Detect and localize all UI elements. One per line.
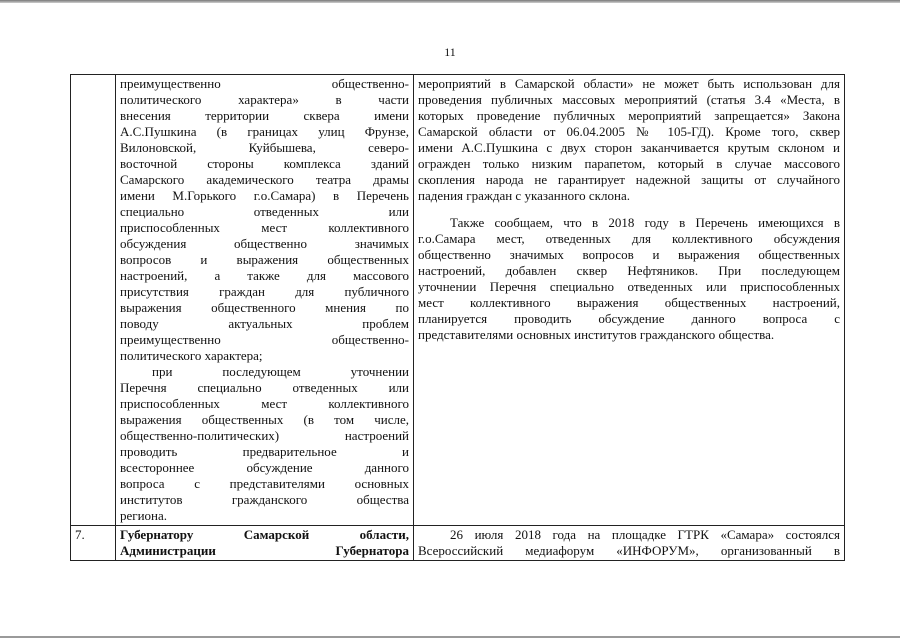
addressee-text: Администрации Губернатора [120, 543, 409, 558]
row-7-number: 7. [71, 526, 116, 561]
recommendations-table [70, 74, 845, 561]
text-line: скопления народа не гарантирует надежной защиты от случайного [418, 172, 840, 187]
row-7-recommendation-cell [116, 526, 414, 561]
text-line: преимущественно общественно- [120, 76, 409, 91]
text-line: А.С.Пушкина (в границах улиц Фрунзе, [120, 124, 409, 139]
text-line: выражения общественных (в том числе, [120, 412, 409, 427]
text-line: Вилоновской, Куйбышева, северо- [120, 140, 409, 155]
text-line: обсуждения общественно значимых [120, 236, 409, 251]
text-line: специально отведенных или [120, 204, 409, 219]
text-line: имени А.С.Пушкина с двух сторон заканчивается крутым склоном и [418, 140, 840, 155]
text-line: Самарского академического театра драмы [120, 172, 409, 187]
text-line: поводу актуальных проблем [120, 316, 409, 331]
table-row-6 [71, 75, 845, 526]
text-line: выражения общественного мнения по [120, 300, 409, 315]
text-line: настроений, а также для массового [120, 268, 409, 283]
text-line: уточнении Перечня специально отведенных или приспособленных [418, 279, 840, 294]
text-line: вопроса с представителями основных [120, 476, 409, 491]
text-line: приспособленных мест коллективного [120, 396, 409, 411]
text-line: преимущественно общественно- [120, 332, 409, 347]
text-line [120, 527, 409, 543]
text-line: политического характера; [120, 348, 263, 363]
text-line: общественно-политических) настроений [120, 428, 409, 443]
scan-edge-bottom [0, 636, 900, 638]
text-line: восточной стороны комплекса зданий [120, 156, 409, 171]
text-line: при последующем уточнении [152, 364, 409, 379]
text-line: которых проведение публичных мероприятий запрещается» Закона [418, 108, 840, 123]
text-line: Также сообщаем, что в 2018 году в Перечень имеющихся в [450, 215, 840, 230]
text-line: настроений, добавлен сквер Нефтяников. При последующем [418, 263, 840, 278]
text-line: вопросов и выражения общественных [120, 252, 409, 267]
text-line: проведения публичных массовых мероприятий (статья 3.4 «Места, в [418, 92, 840, 107]
text-line: Перечня специально отведенных или [120, 380, 409, 395]
row-6-recommendation-cell [116, 75, 414, 526]
text-line: всестороннее обсуждение данного [120, 460, 409, 475]
scan-edge-top [0, 0, 900, 3]
text-line: общественно значимых вопросов и выражения общественных [418, 247, 840, 262]
text-line: внесения территории сквера имени [120, 108, 409, 123]
text-line: политического характера» в части [120, 92, 409, 107]
text-line: институтов гражданского общества [120, 492, 409, 507]
text-line: мероприятий в Самарской области» не может быть использован для [418, 76, 840, 91]
text-line: планируется проводить обсуждение данного вопроса с [418, 311, 840, 326]
addressee-text: Губернатору Самарской области, [120, 527, 409, 542]
text-line: 26 июля 2018 года на площадке ГТРК «Самара» состоялся [450, 527, 840, 542]
text-line: г.о.Самара мест, отведенных для коллективного обсуждения [418, 231, 840, 246]
text-line: мест коллективного выражения общественных настроений, [418, 295, 840, 310]
text-line: Самарской области от 06.04.2005 № 105-ГД). Кроме того, сквер [418, 124, 840, 139]
text-line [120, 543, 409, 559]
row-6-number-cell [71, 75, 116, 526]
row-7-response-cell [414, 526, 845, 561]
row-6-response-cell [414, 75, 845, 526]
text-line: Всероссийский медиафорум «ИНФОРУМ», организованный в [418, 543, 840, 558]
text-line: падения граждан с указанного склона. [418, 188, 630, 203]
text-line: представителями основных институтов гражданского общества. [418, 327, 775, 342]
text-line: присутствия граждан для публичного [120, 284, 409, 299]
text-line: имени М.Горького г.о.Самара) в Перечень [120, 188, 409, 203]
table-row-7 [71, 526, 845, 561]
text-line: проводить предварительное и [120, 444, 409, 459]
text-line: региона. [120, 508, 168, 523]
text-line: огражден только низким парапетом, который в случае массового [418, 156, 840, 171]
page-number: 11 [444, 45, 456, 59]
text-line: приспособленных мест коллективного [120, 220, 409, 235]
